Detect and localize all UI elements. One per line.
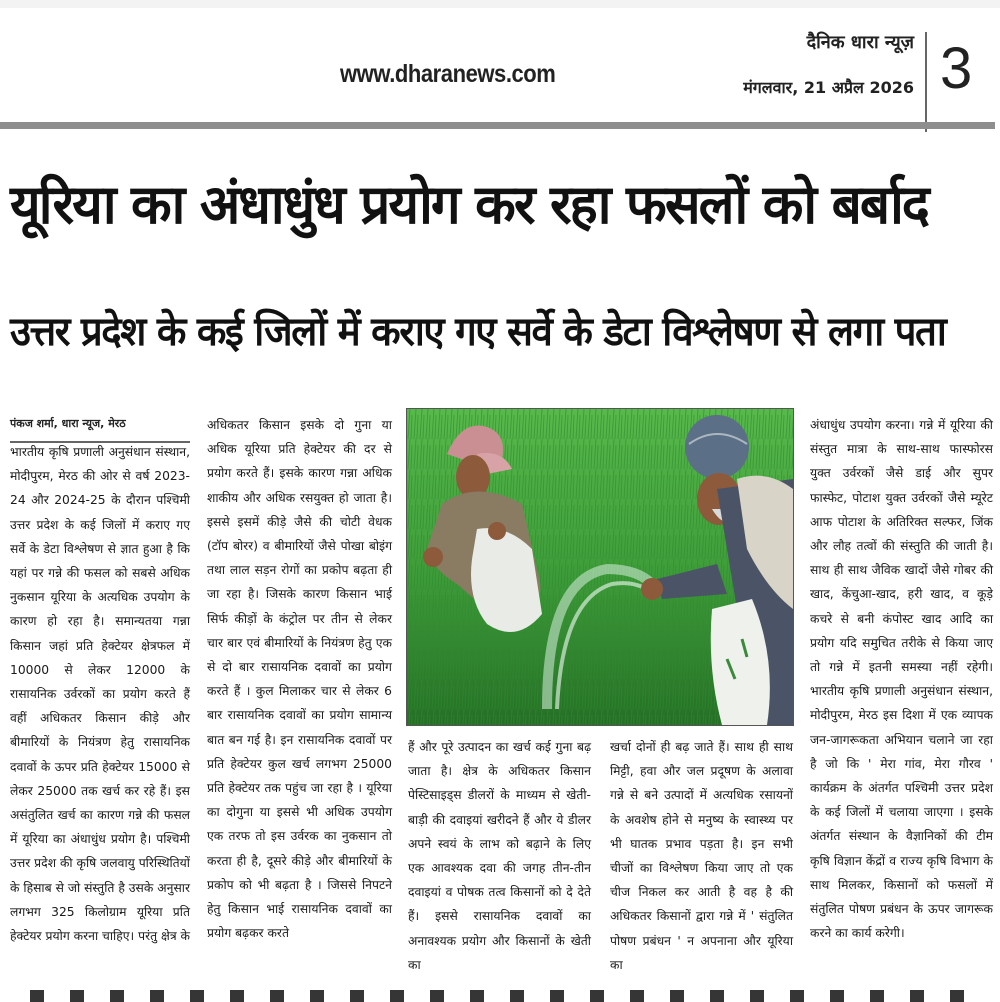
article-column-2: अधिकतर किसान इसके दो गुना या अधिक यूरिया प्रति हेक्टेयर की दर से प्रयोग करते हैं। इसके कारण गन्ना अधिक शाकीय और अधिक रसयुक्त हो जाता है। इससे इसमें कीड़े जैसे की चोटी वेधक (टॉप बोरर) व बीमारियों जैसे पोखा बोइंग तथा लाल सड़न रोगों का प्रकोप बढ़ता ही जा रहा है। जिसके कारण किसान भाई सिर्फ कीड़ों के कंट्रोल पर तीन से लेकर चार बार एवं बीमारियों के नियंत्रण हेतु एक से दो बार रासायनिक दवावों का प्रयोग करते हैं । कुल मिलाकर चार से लेकर 6 बार रासायनिक दवावों का प्रयोग सामान्य बात बन गई है। इन रासायनिक दवावों पर प्रति हेक्टेयर कुल खर्च लगभग 25000 प्रति हेक्टेयर तक पहुंच जा रहा है । यूरिया का दोगुना या इससे भी अधिक उपयोग एक तरफ तो इस उर्वरक का नुकसान तो करता ही है, दूसरे कीड़े और बीमारियों के प्रकोप को भी बढ़ता है । जिससे निपटने हेतु किसान भाई रासायनिक दवावों का प्रयोग बढ़कर करते <box>207 418 392 941</box>
article-column-3: हैं और पूरे उत्पादन का खर्च कई गुना बढ़ जाता है। क्षेत्र के अधिकतर किसान पेस्टिसाइड्स डीलरों के माध्यम से खेती-बाड़ी की दवाइयां खरीदने हैं और ये डीलर अपने स्वयं के लाभ को बढ़ाने के लिए एक आवश्यक दवा की जगह तीन-तीन दवाइयां व पोषक तत्व किसानों को दे देते हैं। इससे रासायनिक दवावों का अनावश्यक प्रयोग और किसानों के खेती का <box>408 740 591 972</box>
article-column-5: अंधाधुंध उपयोग करना। गन्ने में यूरिया की संस्तुत मात्रा के साथ-साथ फास्फोरस युक्त उर्वरकों जैसे डाई और सुपर फास्फेट, पोटाश युक्त उर्वरकों जैसे म्यूरेट आफ पोटाश के अतिरिक्त सल्फर, जिंक और लौह तत्वों की संस्तुति की जाती है। साथ ही साथ जैविक खादों जैसे गोबर की खाद, केंचुआ-खाद, हरी खाद, व कूड़े कचरे से बनी कंपोस्ट खाद आदि का प्रयोग यदि समुचित तरीके से किया जाए तो गन्ने में इतनी समस्या नहीं रहेगी। भारतीय कृषि प्रणाली अनुसंधान संस्थान, मोदीपुरम, मेरठ इस दिशा में एक व्यापक जन-जागरूकता अभियान चलाने जा रहा है जो कि ' मेरा गांव, मेरा गौरव ' कार्यक्रम के अंतर्गत पश्चिमी उत्तर प्रदेश के कई जिलों में चलाया जाएगा । इसके अंतर्गत संस्थान के वैज्ञानिकों की टीम कृषि विज्ञान केंद्रों व राज्य कृषि विभाग के साथ मिलकर, किसानों को फसलों में संतुलित पोषण प्रबंधन के ऊपर जागरूक करने का कार्य करेगी। <box>810 418 993 941</box>
masthead-rule <box>0 122 995 129</box>
article-column-1: भारतीय कृषि प्रणाली अनुसंधान संस्थान, मोदीपुरम, मेरठ की ओर से वर्ष 2023-24 और 2024-25 के दौरान पश्चिमी उत्तर प्रदेश के कई जिलों में कराए गए सर्वे के डेटा विश्लेषण से ज्ञात हुआ है कि यहां पर गन्ने की फसल को सबसे अधिक नुकसान यूरिया के अत्यधिक उपयोग के कारण हो रहा है। समान्यतया गन्ना किसान जहां प्रति हेक्टेयर क्षेत्रफल में 10000 से लेकर 12000 के रासायनिक उर्वरकों का प्रयोग करते हैं वहीं अधिकतर किसान कीड़े और बीमारियों के नियंत्रण हेतु रासायनिक दवावों के ऊपर प्रति हेक्टेयर 15000 से लेकर 25000 तक खर्च कर रहे हैं। इस असंतुलित खर्च का कारण गन्ने की फसल में यूरिया का अंधाधुंध प्रयोग है। पश्चिमी उत्तर प्रदेश की कृषि जलवायु परिस्थितियों के हिसाब से जो संस्तुति है उसके अनुसार लगभग 325 किलोग्राम यूरिया प्रति हेक्टेयर प्रयोग करना चाहिए। परंतु क्षेत्र के <box>10 445 191 944</box>
article-photo <box>406 408 794 726</box>
paper-name: दैनिक धारा न्यूज़ <box>806 32 914 53</box>
subheadline: उत्तर प्रदेश के कई जिलों में कराए गए सर्वे के डेटा विश्लेषण से लगा पता <box>10 309 946 355</box>
page-number: 3 <box>940 36 973 101</box>
top-edge <box>0 0 1000 8</box>
masthead <box>0 8 1000 123</box>
next-article-headline-cropped <box>30 990 980 1002</box>
website-url[interactable]: www.dharanews.com <box>340 60 556 88</box>
headline: यूरिया का अंधाधुंध प्रयोग कर रहा फसलों को बर्बाद <box>10 173 928 236</box>
article-column-4: खर्चा दोनों ही बढ़ जाते हैं। साथ ही साथ मिट्टी, हवा और जल प्रदूषण के अलावा गन्ने से बने उत्पादों में अत्यधिक रसायनों के अवशेष होने से मनुष्य के स्वास्थ्य पर भी घातक प्रभाव पड़ता है। इन सभी चीजों का विश्लेषण किया जाए तो एक चीज निकल कर आती है वह है की अधिकतर किसानों द्वारा गन्ने में ' संतुलित पोषण प्रबंधन ' न अपनाना और यूरिया का <box>610 740 793 972</box>
masthead-divider <box>925 32 927 132</box>
farmers-field-photo-icon <box>407 409 793 725</box>
issue-date: मंगलवार, 21 अप्रैल 2026 <box>743 78 914 97</box>
byline: पंकज शर्मा, धारा न्यूज, मेरठ <box>10 417 126 430</box>
